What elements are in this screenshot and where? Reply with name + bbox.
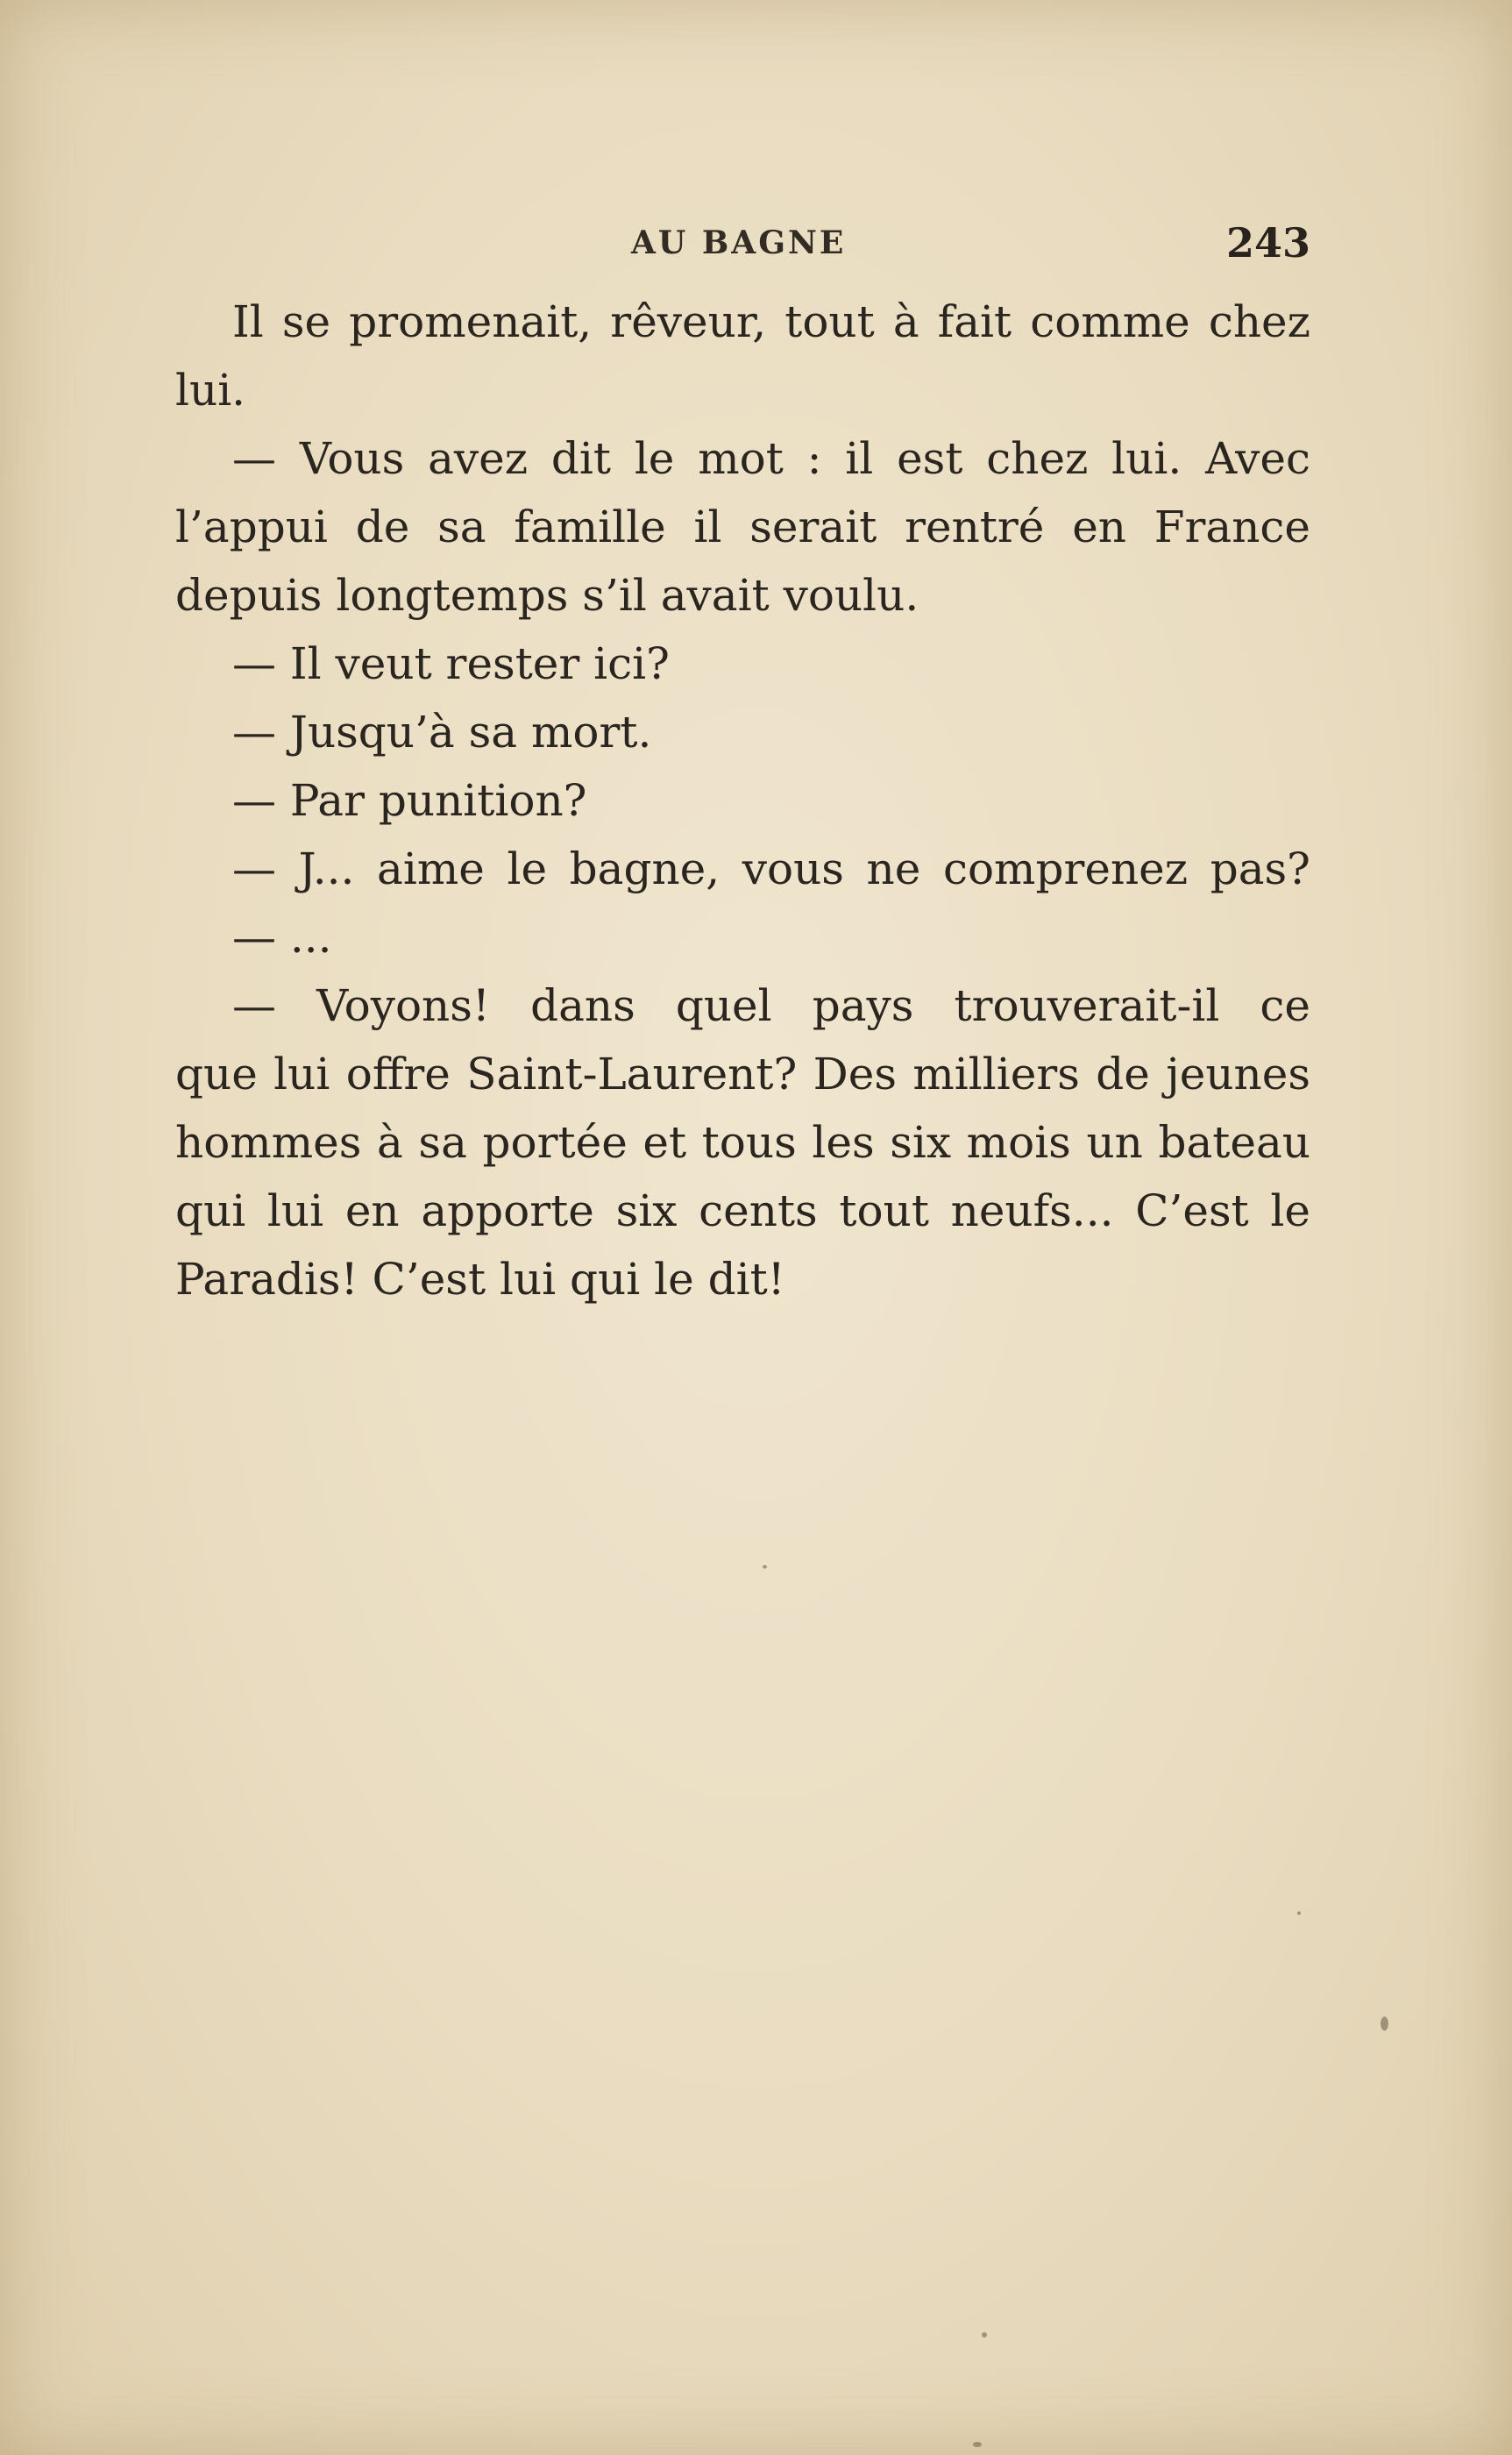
text-line: — Vous avez dit le mot : il est chez lui. Avec bbox=[232, 433, 1310, 484]
text-line: — J... aime le bagne, vous ne comprenez pas? bbox=[232, 843, 1310, 894]
text-line: l’appui de sa famille il serait rentré en France bbox=[175, 502, 1310, 552]
body-text bbox=[175, 288, 1310, 1313]
text-line: — Par punition? bbox=[232, 775, 587, 826]
text-line: Paradis! C’est lui qui le dit! bbox=[175, 1254, 785, 1305]
page-number: 243 bbox=[1225, 219, 1310, 267]
text-line: Il se promenait, rêveur, tout à fait comme chez bbox=[232, 296, 1310, 347]
page-header bbox=[175, 219, 1310, 272]
running-title: AU BAGNE bbox=[631, 224, 847, 261]
text-line: — Voyons! dans quel pays trouverait-il ce bbox=[232, 980, 1310, 1031]
text-line: — ... bbox=[232, 912, 332, 963]
text-line: lui. bbox=[175, 365, 246, 416]
text-line: — Jusqu’à sa mort. bbox=[232, 707, 652, 758]
text-line: — Il veut rester ici? bbox=[232, 638, 670, 689]
text-line: qui lui en apporte six cents tout neufs... C’est le bbox=[175, 1185, 1310, 1236]
text-line: hommes à sa portée et tous les six mois un bateau bbox=[175, 1117, 1310, 1168]
text-line: que lui offre Saint-Laurent? Des milliers de jeunes bbox=[175, 1049, 1310, 1099]
text-line: depuis longtemps s’il avait voulu. bbox=[175, 570, 919, 621]
